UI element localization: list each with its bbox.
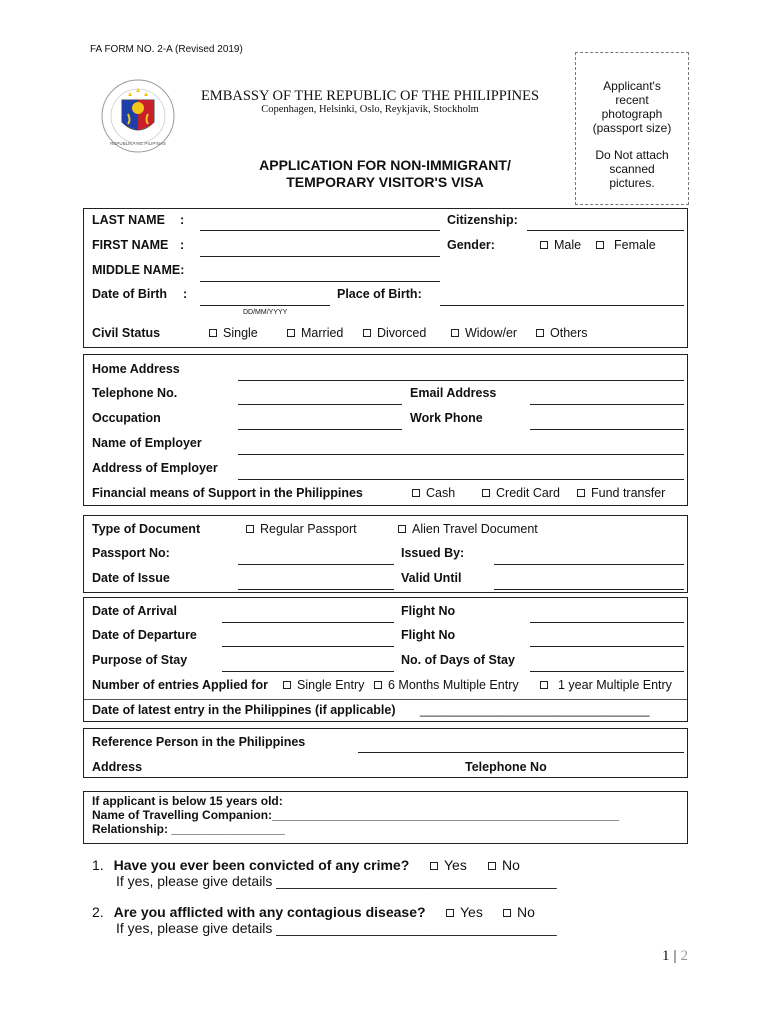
departure-label: Date of Departure: [92, 628, 197, 642]
photo-text: (passport size): [592, 121, 672, 135]
checkbox[interactable]: [363, 329, 371, 337]
occupation-label: Occupation: [92, 411, 161, 425]
q2-no-option[interactable]: [503, 904, 535, 920]
option-label: Male: [554, 238, 582, 252]
purpose-label: Purpose of Stay: [92, 653, 188, 667]
email-field[interactable]: [530, 404, 684, 405]
checkbox[interactable]: [488, 862, 496, 870]
entries-label: Number of entries Applied for: [92, 678, 268, 692]
option-label: Yes: [460, 904, 483, 920]
q2-details-field[interactable]: If yes, please give details ____________________________________: [116, 920, 557, 936]
checkbox[interactable]: [577, 489, 585, 497]
question-number: 2.: [92, 904, 104, 920]
financial-cash-option[interactable]: [412, 486, 455, 500]
departure-flight-field[interactable]: [530, 646, 684, 647]
title-line-1: APPLICATION FOR NON-IMMIGRANT/: [259, 157, 511, 173]
last-name-field[interactable]: [200, 230, 440, 231]
document-type-label: Type of Document: [92, 522, 201, 536]
first-name-field[interactable]: [200, 256, 440, 257]
option-label: Single: [223, 326, 258, 340]
checkbox[interactable]: [430, 862, 438, 870]
minor-heading: If applicant is below 15 years old:: [92, 794, 283, 808]
arrival-flight-field[interactable]: [530, 622, 684, 623]
checkbox[interactable]: [446, 909, 454, 917]
flight-no-label: Flight No: [401, 604, 456, 618]
page-number: [662, 948, 688, 965]
question-2: [92, 904, 426, 920]
photo-text: recent: [615, 93, 649, 107]
relationship-field[interactable]: Relationship: _________________: [92, 822, 285, 836]
passport-no-field[interactable]: [238, 564, 394, 565]
checkbox[interactable]: [540, 681, 548, 689]
checkbox[interactable]: [209, 329, 217, 337]
embassy-cities: Copenhagen, Helsinki, Oslo, Reykjavik, Stockholm: [261, 104, 479, 115]
employer-address-label: Address of Employer: [92, 461, 218, 475]
flight-no-label: Flight No: [401, 628, 456, 642]
last-name-label: LAST NAME: [92, 213, 165, 227]
issued-by-label: Issued By:: [401, 546, 465, 560]
option-label: 6 Months Multiple Entry: [388, 678, 519, 692]
passport-no-label: Passport No:: [92, 546, 170, 560]
checkbox[interactable]: [398, 525, 406, 533]
email-label: Email Address: [410, 386, 497, 400]
home-address-label: Home Address: [92, 362, 180, 376]
civil-divorced-option[interactable]: [363, 326, 426, 340]
page-separator: |: [673, 948, 677, 964]
civil-married-option[interactable]: [287, 326, 343, 340]
colon: :: [180, 213, 185, 227]
place-of-birth-field[interactable]: [440, 305, 684, 306]
form-number: FA FORM NO. 2-A (Revised 2019): [90, 44, 243, 55]
option-label: Yes: [444, 857, 467, 873]
photo-text: pictures.: [609, 176, 655, 190]
financial-credit-option[interactable]: [482, 486, 560, 500]
gender-male-option[interactable]: [540, 238, 581, 252]
departure-field[interactable]: [222, 646, 394, 647]
option-label: Credit Card: [496, 486, 560, 500]
checkbox[interactable]: [412, 489, 420, 497]
question-number: 1.: [92, 857, 104, 873]
reference-telephone-label: Telephone No: [465, 760, 547, 774]
q2-yes-option[interactable]: [446, 904, 483, 920]
checkbox[interactable]: [283, 681, 291, 689]
question-1: [92, 857, 409, 873]
middle-name-label: MIDDLE NAME:: [92, 263, 185, 277]
option-label: No: [502, 857, 520, 873]
option-label: Cash: [426, 486, 456, 500]
photo-text: Do Not attach: [595, 148, 669, 162]
option-label: Fund transfer: [591, 486, 666, 500]
single-entry-option[interactable]: [283, 678, 364, 692]
colon: :: [180, 238, 185, 252]
middle-name-field[interactable]: [200, 281, 440, 282]
citizenship-field[interactable]: [527, 230, 684, 231]
occupation-field[interactable]: [238, 429, 402, 430]
dob-format-hint: DD/MM/YYYY: [243, 309, 288, 316]
option-label: Divorced: [377, 326, 427, 340]
employer-field[interactable]: [238, 454, 684, 455]
checkbox[interactable]: [540, 241, 548, 249]
arrival-label: Date of Arrival: [92, 604, 177, 618]
option-label: Single Entry: [297, 678, 365, 692]
first-name-label: FIRST NAME: [92, 238, 169, 252]
dob-label: Date of Birth: [92, 287, 167, 301]
checkbox[interactable]: [374, 681, 382, 689]
q1-no-option[interactable]: [488, 857, 520, 873]
valid-until-label: Valid Until: [401, 571, 462, 585]
checkbox[interactable]: [503, 909, 511, 917]
question-text: Have you ever been convicted of any crime?: [113, 857, 410, 873]
option-label: Others: [550, 326, 588, 340]
reference-person-label: Reference Person in the Philippines: [92, 735, 306, 749]
page-current: 1: [662, 948, 670, 964]
valid-until-field[interactable]: [494, 589, 684, 590]
photo-text: photograph: [601, 107, 663, 121]
employer-label: Name of Employer: [92, 436, 202, 450]
citizenship-label: Citizenship:: [447, 213, 518, 227]
option-label: Alien Travel Document: [412, 522, 538, 536]
gender-label: Gender:: [447, 238, 495, 252]
option-label: No: [517, 904, 535, 920]
dob-field[interactable]: [200, 305, 330, 306]
gender-female-option[interactable]: [596, 238, 656, 252]
q1-details-field[interactable]: If yes, please give details ____________________________________: [116, 873, 557, 889]
one-year-entry-option[interactable]: [540, 678, 672, 692]
travelling-companion-field[interactable]: Name of Travelling Companion:____________________________________________________: [92, 808, 620, 822]
financial-transfer-option[interactable]: [577, 486, 665, 500]
issued-by-field[interactable]: [494, 564, 684, 565]
colon: :: [183, 287, 188, 301]
checkbox[interactable]: [451, 329, 459, 337]
financial-support-label: Financial means of Support in the Philippines: [92, 486, 363, 500]
place-of-birth-label: Place of Birth:: [337, 287, 422, 301]
option-label: 1 year Multiple Entry: [558, 678, 672, 692]
title-line-2: TEMPORARY VISITOR'S VISA: [286, 174, 484, 190]
checkbox[interactable]: [536, 329, 544, 337]
photo-box[interactable]: [575, 52, 689, 205]
employer-address-field[interactable]: [238, 479, 684, 480]
regular-passport-option[interactable]: [246, 522, 357, 536]
arrival-field[interactable]: [222, 622, 394, 623]
latest-entry-field[interactable]: _________________________________: [420, 703, 650, 717]
checkbox[interactable]: [482, 489, 490, 497]
option-label: Married: [301, 326, 344, 340]
civil-single-option[interactable]: [209, 326, 258, 340]
application-title: [215, 157, 555, 191]
days-of-stay-field[interactable]: [530, 671, 684, 672]
date-of-issue-label: Date of Issue: [92, 571, 170, 585]
work-phone-label: Work Phone: [410, 411, 483, 425]
reference-person-field[interactable]: [358, 752, 684, 753]
latest-entry-label: Date of latest entry in the Philippines (if applicable): [92, 703, 396, 717]
telephone-label: Telephone No.: [92, 386, 178, 400]
checkbox[interactable]: [246, 525, 254, 533]
divider: [84, 699, 687, 700]
civil-status-label: Civil Status: [92, 326, 161, 340]
checkbox[interactable]: [287, 329, 295, 337]
days-of-stay-label: No. of Days of Stay: [401, 653, 515, 667]
date-of-issue-field[interactable]: [238, 589, 394, 590]
seal-text: REPUBLIKA NG PILIPINAS: [110, 141, 166, 146]
alien-document-option[interactable]: [398, 522, 538, 536]
home-address-field[interactable]: [238, 380, 684, 381]
page-total: 2: [680, 948, 689, 964]
option-label: Female: [614, 238, 656, 252]
embassy-title: EMBASSY OF THE REPUBLIC OF THE PHILIPPINES: [200, 88, 540, 104]
photo-text: Applicant's: [603, 79, 661, 93]
question-text: Are you afflicted with any contagious disease?: [113, 904, 426, 920]
civil-others-option[interactable]: [536, 326, 588, 340]
option-label: Widow/er: [465, 326, 518, 340]
telephone-field[interactable]: [238, 404, 402, 405]
contact-info-section: [83, 354, 688, 506]
purpose-field[interactable]: [222, 671, 394, 672]
q1-yes-option[interactable]: [430, 857, 467, 873]
work-phone-field[interactable]: [530, 429, 684, 430]
six-month-entry-option[interactable]: [374, 678, 519, 692]
option-label: Regular Passport: [260, 522, 357, 536]
reference-address-label: Address: [92, 760, 143, 774]
photo-text: scanned: [609, 162, 655, 176]
civil-widow-option[interactable]: [451, 326, 517, 340]
checkbox[interactable]: [596, 241, 604, 249]
